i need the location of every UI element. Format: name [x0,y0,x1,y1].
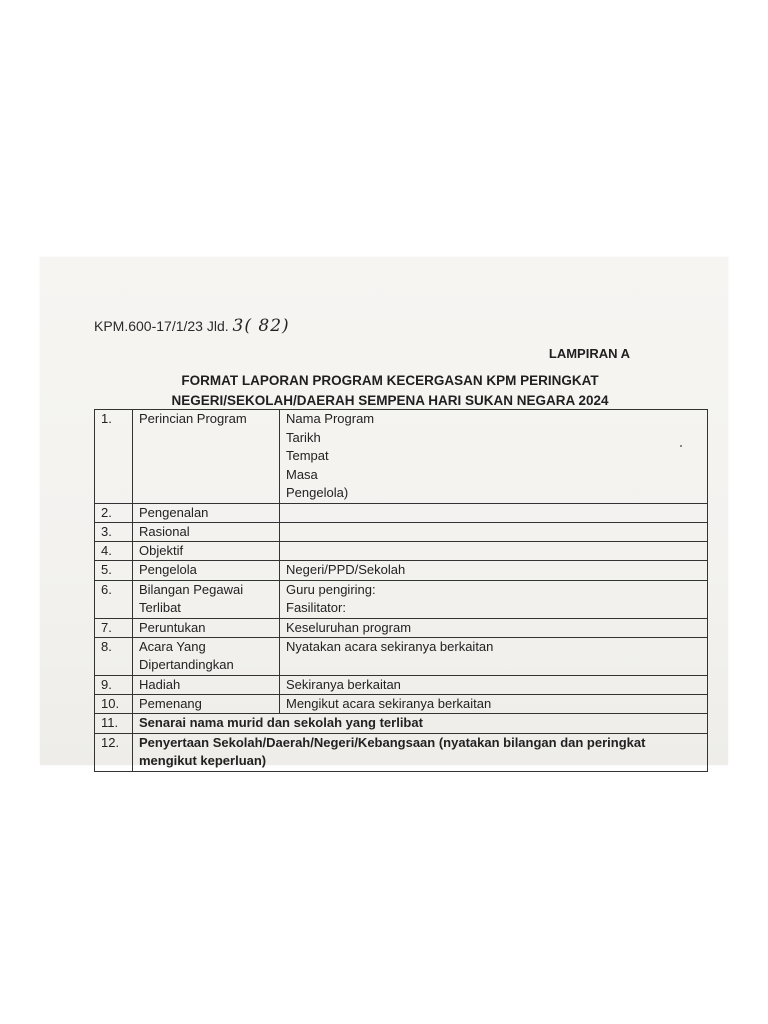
table-row [95,541,708,560]
value-line: Masa [286,466,318,482]
table-row [95,580,708,618]
row-number: 11. [95,713,133,733]
label-line: Bilangan Pegawai [139,581,244,597]
row-value: Mengikut acara sekiranya berkaitan [280,694,708,713]
row-value: Keseluruhan program [280,618,708,637]
row-number: 5. [95,560,133,580]
row-number: 10. [95,694,133,713]
row-label: Rasional [133,522,280,541]
label-line: Dipertandingkan [139,657,234,672]
value-line: Tarikh [286,429,321,445]
table-row [95,410,708,504]
table-row [95,618,708,637]
row-number: 9. [95,675,133,694]
table-row [95,637,708,675]
row-label: Perincian Program [133,410,280,504]
table-row [95,560,708,580]
row-number: 3. [95,522,133,541]
row-number: 12. [95,733,133,771]
table-row [95,675,708,694]
row-label: Objektif [133,541,280,560]
value-line: Tempat [286,448,329,463]
table-row [95,713,708,733]
reference-number [94,316,290,336]
value-line: Nama Program [286,411,375,426]
scanned-page [40,257,728,768]
row-number: 6. [95,580,133,618]
row-label [133,580,280,618]
row-number: 7. [95,618,133,637]
row-value [280,503,708,522]
report-format-table [94,409,708,772]
row-label: Pemenang [133,694,280,713]
row-label: Pengelola [133,560,280,580]
reference-prefix: KPM.600-17/1/23 Jld. [94,318,229,334]
row-label: Peruntukan [133,618,280,637]
row-value: Nyatakan acara sekiranya berkaitan [280,637,708,675]
row-value: Negeri/PPD/Sekolah [280,560,708,580]
title-line-1: FORMAT LAPORAN PROGRAM KECERGASAN KPM PERINGKAT [181,373,599,388]
row-label: Pengenalan [133,503,280,522]
value-line: Fasilitator: [286,600,346,615]
appendix-label: LAMPIRAN A [548,346,630,361]
row-number: 1. [95,410,133,504]
row-number: 8. [95,637,133,675]
document-title [40,371,740,411]
row-value [280,522,708,541]
label-line: Acara Yang [139,638,206,654]
title-line-2: NEGERI/SEKOLAH/DAERAH SEMPENA HARI SUKAN NEGARA 2024 [171,393,609,408]
row-number: 2. [95,503,133,522]
label-line: Terlibat [139,600,181,615]
table-row [95,733,708,771]
row-value [280,541,708,560]
value-line: Pengelola) [286,485,349,500]
row-label [133,637,280,675]
table-row [95,694,708,713]
row-full-text: Senarai nama murid dan sekolah yang terlibat [133,713,708,733]
row-number: 4. [95,541,133,560]
row-value [280,410,708,504]
value-line: Guru pengiring: [286,581,376,597]
row-value: Sekiranya berkaitan [280,675,708,694]
table-row [95,503,708,522]
row-label: Hadiah [133,675,280,694]
row-value [280,580,708,618]
row-full-text: Penyertaan Sekolah/Daerah/Negeri/Kebangsaan (nyatakan bilangan dan peringkat mengikut keperluan) [133,733,708,771]
table-row [95,522,708,541]
handwritten-reference: 3( 82) [232,316,290,336]
